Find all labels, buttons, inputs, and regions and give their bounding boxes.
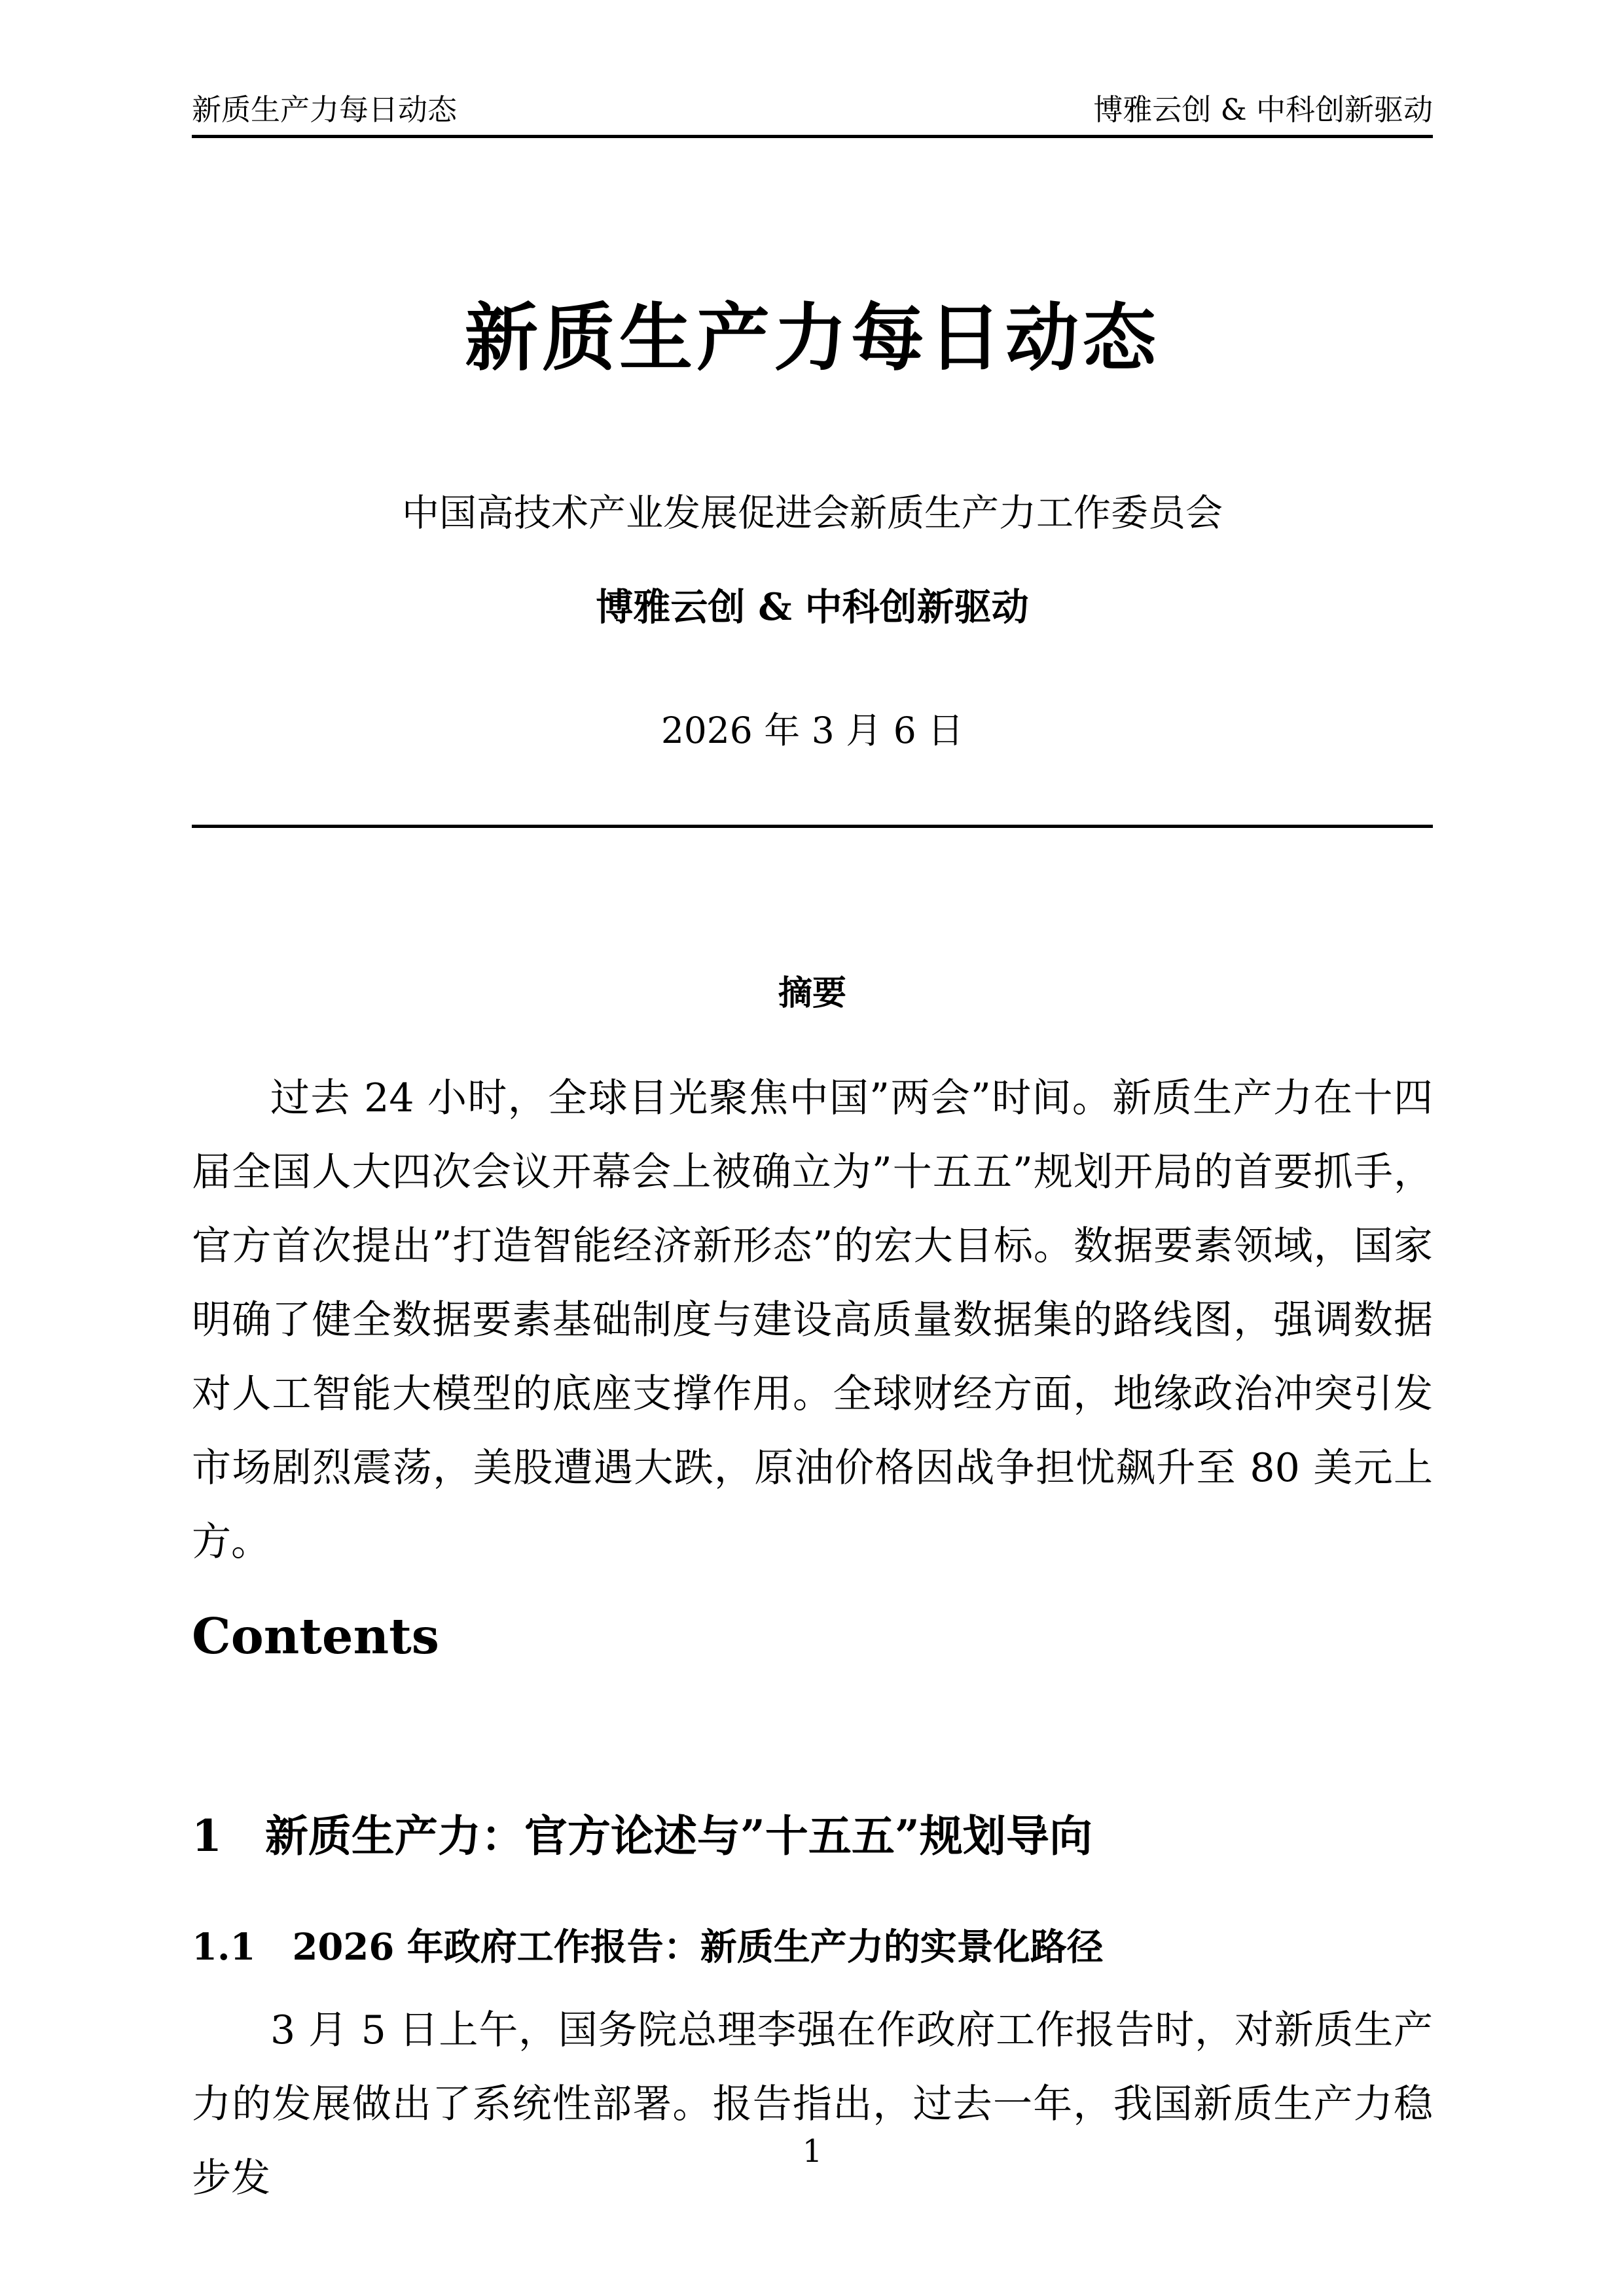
section-1-number: 1 [192,1810,222,1861]
subsection-1-1-number: 1.1 [192,1926,256,1969]
running-header [192,92,1433,128]
subsection-1-1-heading [192,1923,1433,1971]
running-header-left-title: 新质生产力每日动态 [192,92,458,127]
document-title: 新质生产力每日动态 [465,295,1160,381]
header-rule [192,135,1433,138]
abstract-paragraph: 过去 24 小时，全球目光聚焦中国”两会”时间。新质生产力在十四届全国人大四次会议开幕会上被确立为”十五五”规划开局的首要抓手，官方首次提出”打造智能经济新形态”的宏大目标。数据要素领域，国家明确了健全数据要素基础制度与建设高质量数据集的路线图，强调数据对人工智能大模型的底座支撑作用。全球财经方面，地缘政治冲突引发市场剧烈震荡，美股遭遇大跌，原油价格因战争担忧飙升至 80 美元上方。 [192,1075,1433,1565]
page-number: 1 [802,2133,823,2170]
running-header-right-title: 博雅云创 & 中科创新驱动 [1093,92,1433,127]
toc-heading: Contents [192,1607,440,1665]
organization-line: 中国高技术产业发展促进会新质生产力工作委员会 [402,492,1223,535]
section-1-heading [192,1808,1433,1864]
body-paragraph: 3 月 5 日上午，国务院总理李强在作政府工作报告时，对新质生产力的发展做出了系统性部署。报告指出，过去一年，我国新质生产力稳步发 [192,2007,1433,2201]
date-line: 2026 年 3 月 6 日 [660,709,964,751]
abstract-heading: 摘要 [778,973,846,1013]
subsection-1-1-title: 2026 年政府工作报告：新质生产力的实景化路径 [292,1926,1104,1969]
section-1-title: 新质生产力：官方论述与”十五五”规划导向 [264,1810,1092,1861]
publishers-line: 博雅云创 & 中科创新驱动 [596,585,1029,629]
title-separator-rule [192,825,1433,828]
